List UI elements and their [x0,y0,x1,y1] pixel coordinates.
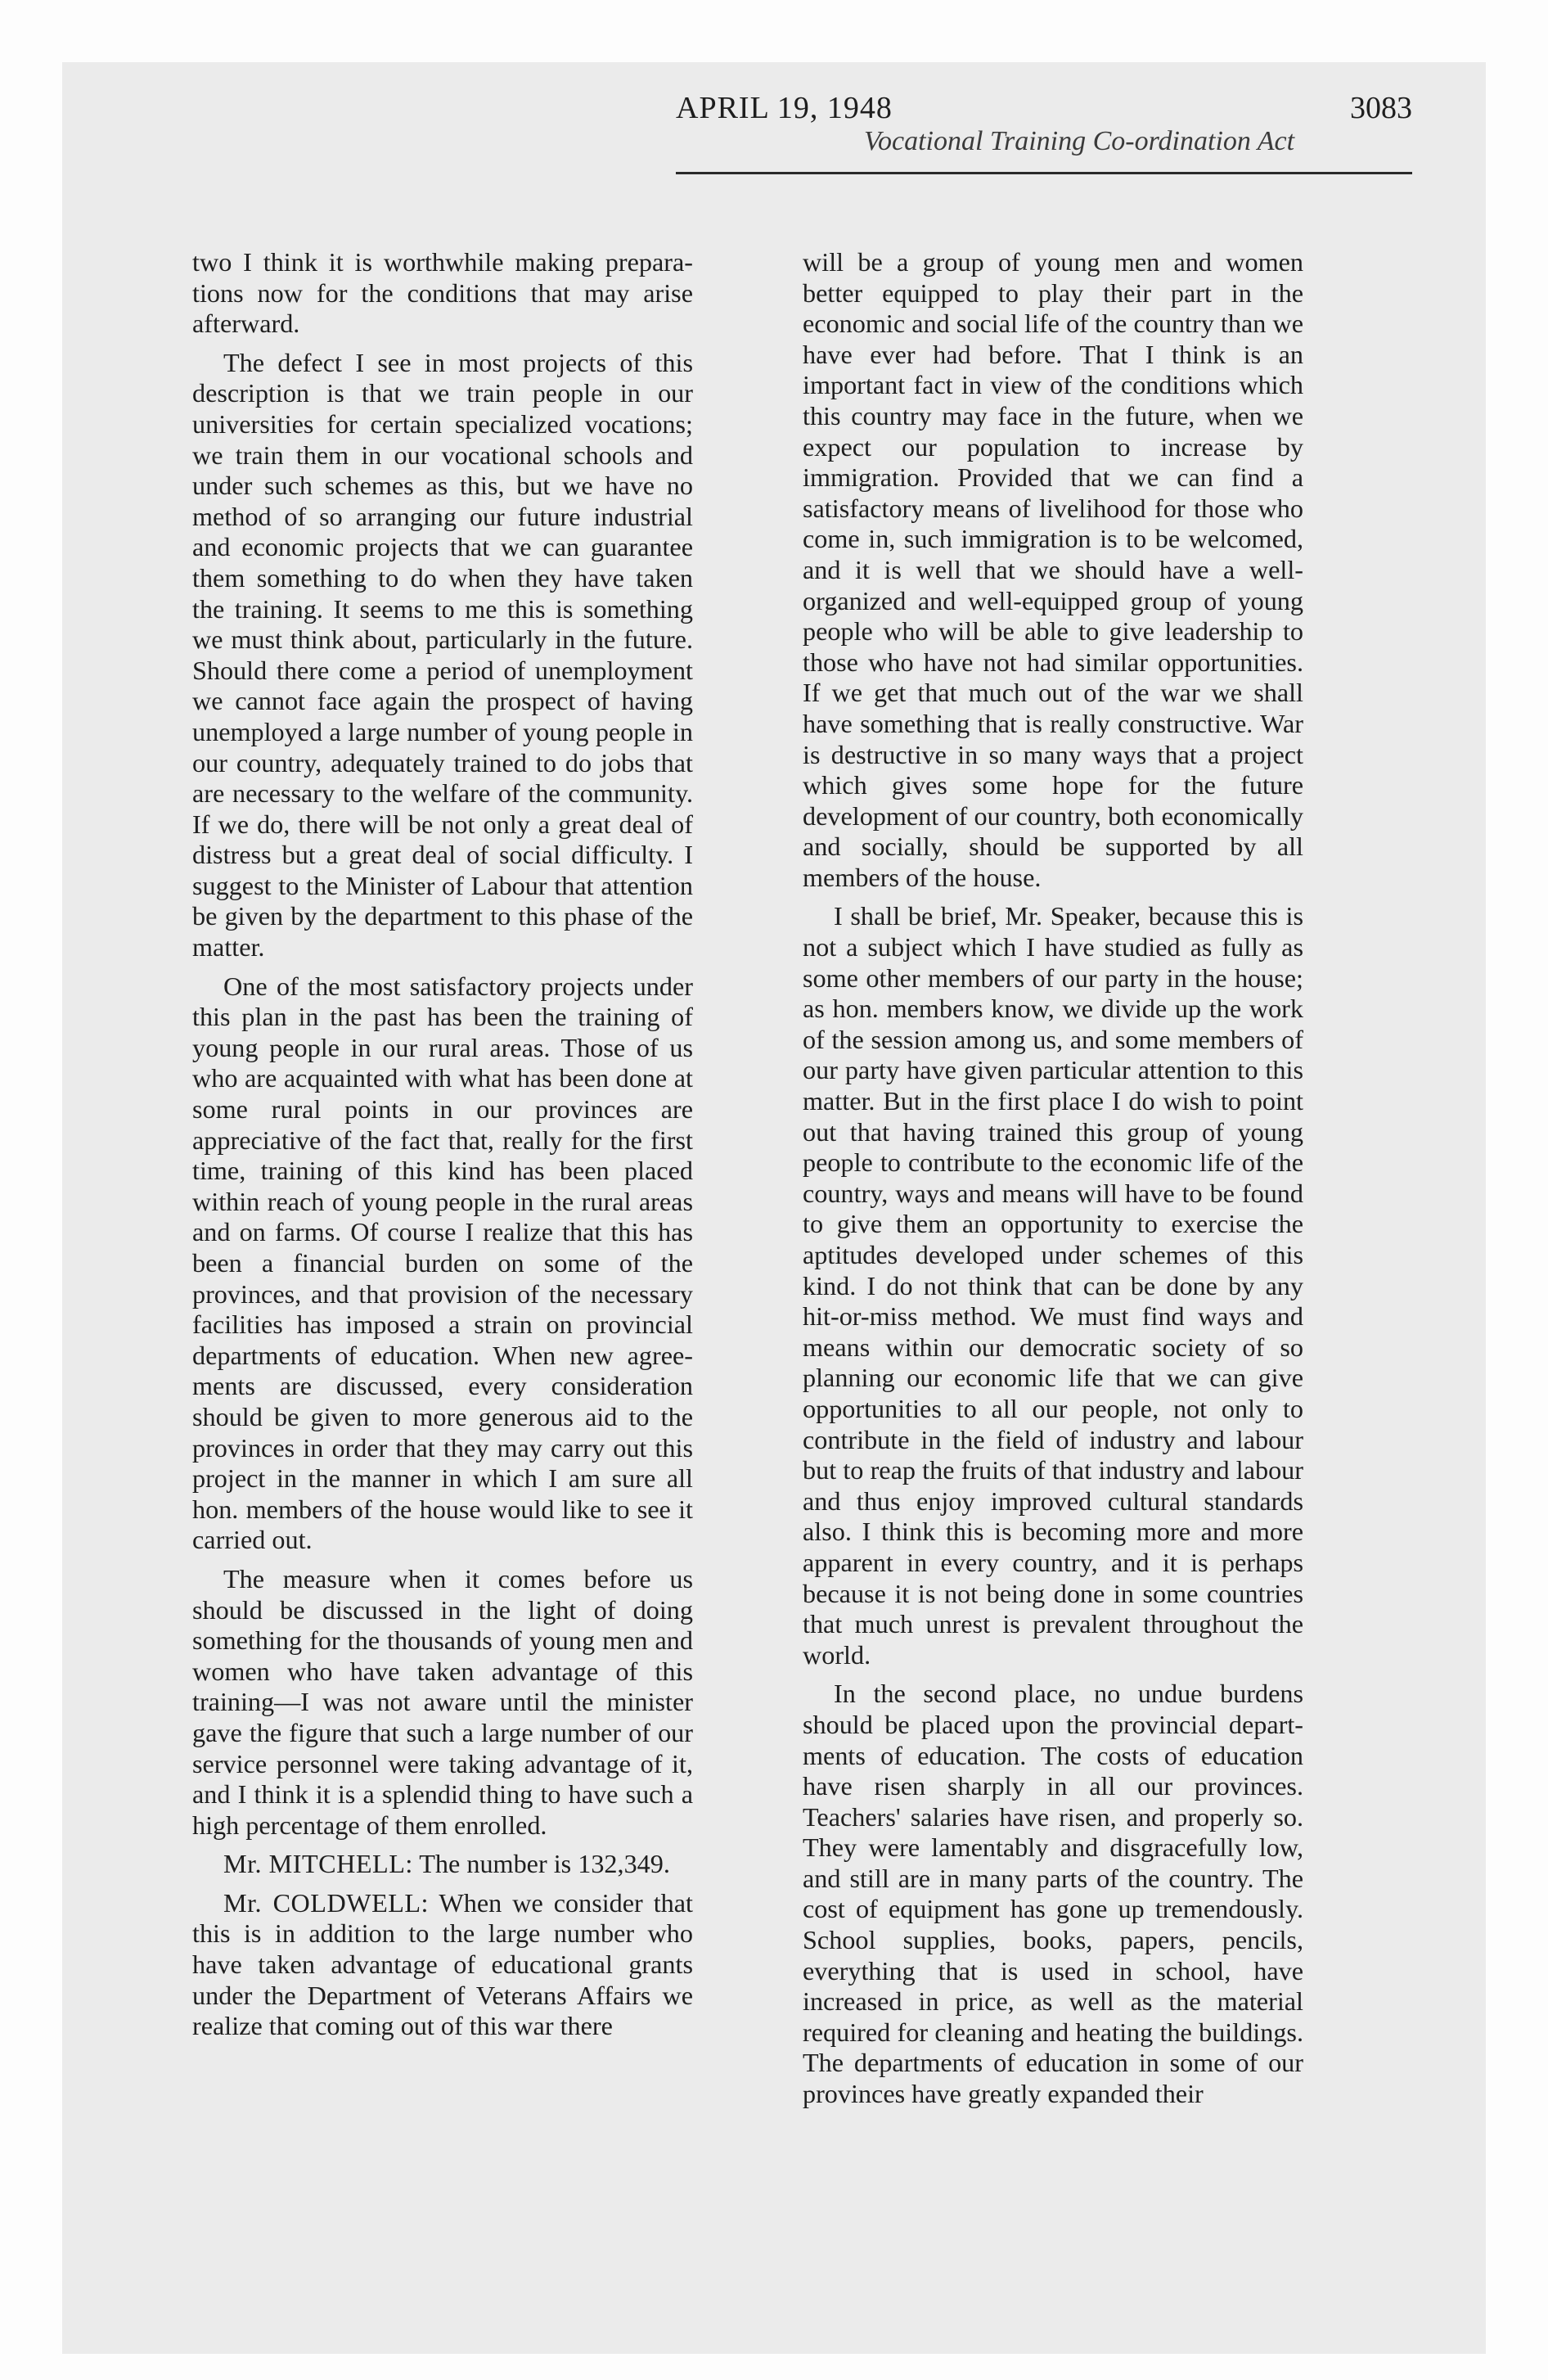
header-rule [676,172,1412,174]
paragraph: The measure when it comes before us should be discussed in the light of doing something for the thousands of young men and women who have taken advantage of this training—I was not aware until the minister gave the figure that such a large number of our service personnel were taking advantage of it, and I think it is a splendid thing to have such a high percentage of them enrolled. [192,1563,693,1840]
page-header [676,90,1412,205]
paragraph-speech [192,1888,693,2042]
paragraph: will be a group of young men and women better equipped to play their part in the economic and social life of the country than we have ever had before. That I think is an important fact in view of the conditions which this country may face in the future, when we expect our population to increase by immigration. Provided that we can find a satisfactory means of livelihood for those who come in, such immigration is to be welcomed, and it is well that we should have a well-organized and well-equipped group of young people who will be able to give leadership to those who have not had similar opportunities. If we get that much out of the war we shall have something that is really constructive. War is destructive in so many ways that a project which gives some hope for the future development of our country, both economically and socially, should be supported by all members of the house. [803,247,1303,892]
speaker-name: Mr. COLDWELL: [223,1887,430,1918]
paragraph: In the second place, no undue burdens should be placed upon the provincial departments of education. The costs of education have risen sharply in all our provinces. Teachers' salaries have risen, and properly so. They were lamentably and disgracefully low, and still are in many parts of the country. The cost of equipment has gone up tremendously. School supplies, books, papers, pencils, everything that is used in school, have increased in price, as well as the material required for cleaning and heating the buildings. The departments of education in some of our provinces have greatly expanded their [803,1679,1303,2109]
paragraph: The defect I see in most projects of this description is that we train people in our universities for certain specialized vocations; we train them in our vocational schools and under such schemes as this, but we have no method of so arranging our future industrial and economic projects that we can guarantee them something to do when they have taken the training. It seems to me this is something we must think about, particularly in the future. Should there come a period of unemployment we cannot face again the prospect of having unemployed a large number of young people in our country, adequately trained to do jobs that are necessary to the welfare of the community. If we do, there will be not only a great deal of distress but a great deal of social difficulty. I suggest to the Minister of Labour that attention be given by the department to this phase of the matter. [192,347,693,962]
paragraph: One of the most satisfactory projects under this plan in the past has been the training of young people in our rural areas. Those of us who are acquainted with what has been done at some rural points in our provinces are appreciative of the fact that, really for the first time, training of this kind has been placed within reach of young people in the rural areas and on farms. Of course I realize that this has been a financial burden on some of the provinces, and that provision of the necessary facilities has imposed a strain on provincial departments of education. When new agreements are discussed, every consideration should be given to more generous aid to the provinces in order that they may carry out this project in the manner in which I am sure all hon. members of the house would like to see it carried out. [192,971,693,1555]
page-subtitle: Vocational Training Co-ordination Act [864,126,1295,156]
left-column [192,247,693,2042]
page-date: APRIL 19, 1948 [676,91,893,125]
paragraph-speech [192,1849,693,1880]
speaker-name: Mr. MITCHELL: [223,1849,413,1879]
paragraph: I shall be brief, Mr. Speaker, because this is not a subject which I have studied as fully as some other members of our party in the house; as hon. members know, we divide up the work of the session among us, and some members of our party have given particular attention to this matter. But in the first place I do wish to point out that having trained this group of young people to contribute to the economic life of the country, ways and means will have to be found to give them an opportunity to exercise the aptitudes developed under schemes of this kind. I do not think that can be done by any hit-or-miss method. We must find ways and means within our democratic society of so planning our economic life that we can give opportunities to all our people, not only to contribute in the field of industry and labour but to reap the fruits of that industry and labour and thus enjoy improved cultural standards also. I think this is becoming more and more apparent in every country, and it is perhaps because it is not being done in some countries that much unrest is prevalent throughout the world. [803,901,1303,1670]
speech-text: When we consider that this is in addition to the large number who have taken advantage of educational grants under the Department of Veterans Affairs we realize that coming out of this war there [192,1887,693,2041]
speech-text: The number is 132,349. [419,1849,670,1879]
paragraph: two I think it is worthwhile making preparations now for the conditions that may arise afterward. [192,247,693,339]
right-column [803,247,1303,2110]
page-number: 3083 [1350,91,1412,125]
